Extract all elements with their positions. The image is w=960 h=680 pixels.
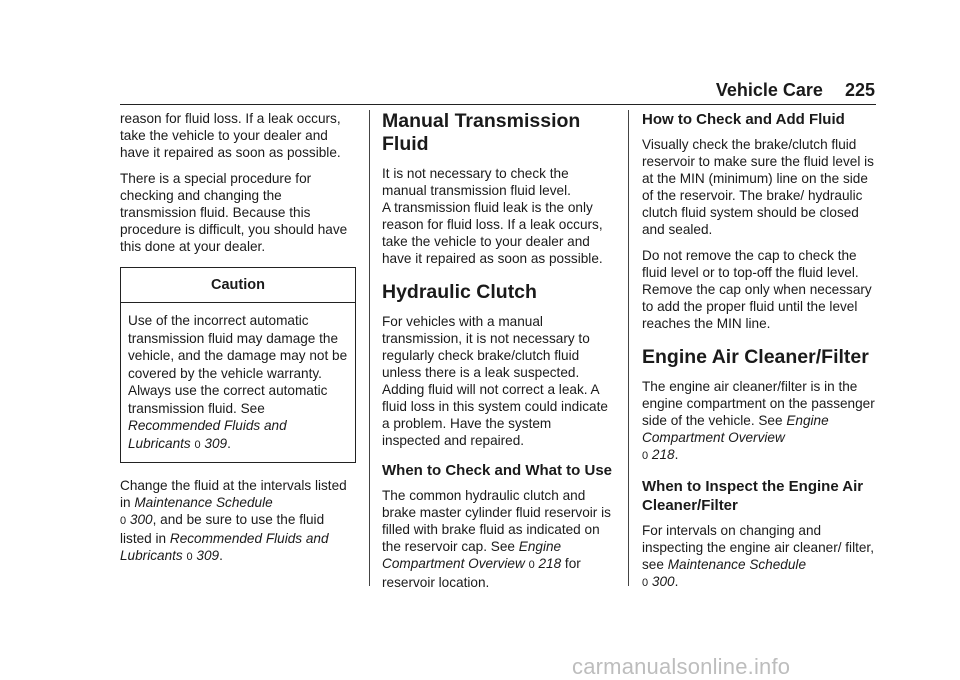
paragraph: Visually check the brake/clutch fluid reservoir to make sure the fluid level is at the MIN (minimum) line on the side of the reservoir. The brake/ hydraulic clutch fluid system should be closed and sealed. xyxy=(642,137,874,237)
page-ref-icon: 0 xyxy=(642,577,649,589)
page-ref[interactable]: 300 xyxy=(129,512,153,527)
punct: . xyxy=(219,548,223,563)
column-divider-2 xyxy=(628,110,629,586)
page-ref[interactable]: 309 xyxy=(196,548,220,563)
page-ref-icon: 0 xyxy=(120,515,127,527)
heading-how-to-check: How to Check and Add Fluid xyxy=(642,111,845,128)
paragraph xyxy=(382,487,612,591)
paragraph: reason for fluid loss. If a leak occurs, take the vehicle to your dealer and have it repaired as soon as possible. xyxy=(120,111,341,160)
paragraph xyxy=(120,477,356,566)
section-title: Vehicle Care xyxy=(715,80,823,100)
punct: . xyxy=(674,447,679,462)
text: The engine air cleaner/filter is in the engine compartment on the passenger side of the vehicle. See xyxy=(642,379,875,428)
header-rule xyxy=(120,104,876,105)
paragraph xyxy=(382,165,612,267)
ref-link[interactable]: Maintenance Schedule xyxy=(134,495,273,510)
page-ref[interactable]: 309 xyxy=(204,435,228,451)
page-ref[interactable]: 300 xyxy=(651,574,675,589)
ref-link[interactable]: Maintenance Schedule xyxy=(667,557,807,572)
caution-text: Use of the incorrect automatic transmission fluid may damage the vehicle, and the damage may not be covered by the vehicle warranty. Always use the correct automatic transmission fluid. See xyxy=(128,313,348,416)
text: For intervals on changing and inspecting the engine air cleaner/ filter, see xyxy=(642,523,874,572)
page-ref-icon: 0 xyxy=(642,450,649,462)
heading-engine-air-cleaner: Engine Air Cleaner/Filter xyxy=(642,346,869,368)
page-ref[interactable]: 218 xyxy=(538,556,562,571)
caution-body xyxy=(121,303,355,462)
text: , and be sure to use the fluid listed in xyxy=(120,512,325,546)
paragraph xyxy=(642,522,878,592)
ref-link[interactable]: Engine Compartment Overview xyxy=(382,539,562,571)
text: It is not necessary to check the manual transmission fluid level. xyxy=(382,166,571,198)
page-ref-icon: 0 xyxy=(194,438,201,451)
punct: . xyxy=(674,574,679,589)
page-ref-icon: 0 xyxy=(186,551,193,563)
text: The common hydraulic clutch and brake master cylinder fluid reservoir is filled with brake fluid as indicated on the reservoir cap. See xyxy=(382,488,611,554)
caution-title: Caution xyxy=(121,268,355,303)
text: for reservoir location. xyxy=(382,556,581,590)
heading-when-to-check: When to Check and What to Use xyxy=(382,462,613,479)
paragraph: Do not remove the cap to check the fluid level or to top-off the fluid level. Remove the cap only when necessary to add the proper fluid until the level reaches the MIN line. xyxy=(642,248,872,331)
paragraph: For vehicles with a manual transmission, it is not necessary to regularly check brake/clutch fluid unless there is a leak suspected. Adding fluid will not correct a leak. A fluid loss in this system could indicate a problem. Have the system inspected and repaired. xyxy=(382,314,608,448)
column-3 xyxy=(642,110,878,601)
text: A transmission fluid leak is the only reason for fluid loss. If a leak occurs, take the vehicle to your dealer and have it repaired as soon as possible. xyxy=(382,200,603,266)
text: Change the fluid at the intervals listed in xyxy=(120,478,347,510)
page-header xyxy=(0,80,875,104)
caution-box xyxy=(120,267,356,463)
page-number: 225 xyxy=(844,80,875,100)
heading-manual-transmission-fluid: Manual Transmission Fluid xyxy=(382,110,581,155)
ref-link[interactable]: Engine Compartment Overview xyxy=(642,413,829,445)
column-divider-1 xyxy=(369,110,370,586)
page-ref[interactable]: 218 xyxy=(651,447,675,462)
watermark: carmanualsonline.info xyxy=(572,654,791,679)
paragraph xyxy=(642,378,878,465)
ref-link[interactable]: Recommended Fluids and Lubricants xyxy=(120,531,329,563)
column-1 xyxy=(120,110,356,575)
heading-when-to-inspect: When to Inspect the Engine Air Cleaner/Filter xyxy=(642,478,864,514)
paragraph: There is a special procedure for checking and changing the transmission fluid. Because this procedure is difficult, you should have this done at your dealer. xyxy=(120,171,348,254)
punct: . xyxy=(227,435,231,451)
ref-link[interactable]: Recommended Fluids and Lubricants xyxy=(128,418,287,451)
heading-hydraulic-clutch: Hydraulic Clutch xyxy=(382,281,537,303)
column-2 xyxy=(382,110,612,600)
page-ref-icon: 0 xyxy=(528,559,535,571)
